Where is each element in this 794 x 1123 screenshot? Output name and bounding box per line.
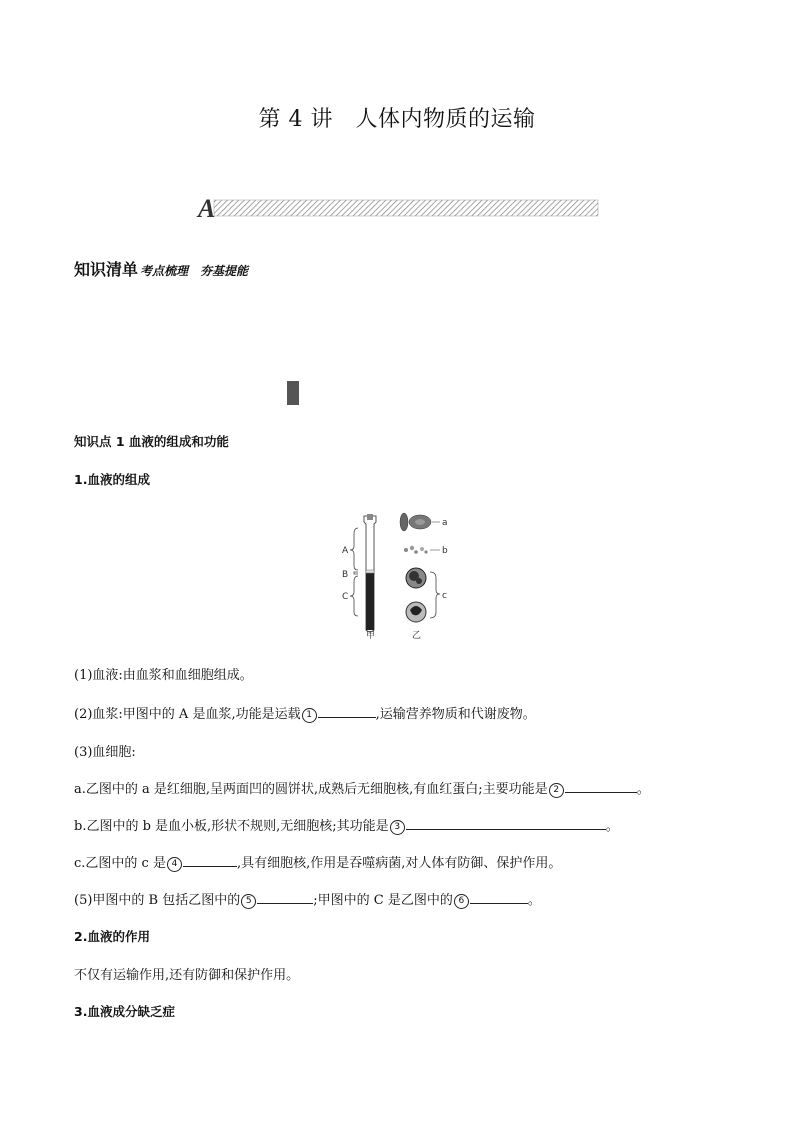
paragraph-white-cells — [74, 852, 561, 872]
red-cells-text-before: a.乙图中的 a 是红细胞,呈两面凹的圆饼状,成熟后无细胞核,有血红蛋白;主要功能是 — [74, 782, 548, 797]
knowledge-point-1: 知识点 1 血液的组成和功能 — [74, 434, 229, 449]
relation-text-mid: ;甲图中的 C 是乙图中的 — [313, 893, 453, 908]
paragraph-plasma — [74, 703, 536, 723]
platelets-text-before: b.乙图中的 b 是血小板,形状不规则,无细胞核;其功能是 — [74, 819, 389, 834]
blank-6[interactable] — [470, 889, 528, 904]
label-a: a — [442, 518, 448, 528]
red-cells-text-after: 。 — [636, 782, 650, 797]
heading-blood-function: 2.血液的作用 — [74, 929, 150, 944]
blank-number-1: 1 — [302, 708, 317, 723]
caption-jia: 甲 — [366, 631, 376, 641]
heading-blood-composition: 1.血液的组成 — [74, 472, 150, 487]
blank-number-6: 6 — [454, 894, 469, 909]
label-A: A — [342, 546, 349, 556]
blank-5[interactable] — [257, 889, 313, 904]
paragraph-blood: (1)血液:由血浆和血细胞组成。 — [74, 668, 253, 683]
blank-number-5: 5 — [241, 894, 256, 909]
white-cells-text-before: c.乙图中的 c 是 — [74, 856, 166, 871]
blank-number-3: 3 — [390, 820, 405, 835]
section-header-sub: 考点梳理 夯基提能 — [140, 264, 249, 278]
relation-text-before: (5)甲图中的 B 包括乙图中的 — [74, 893, 241, 908]
blank-number-4: 4 — [167, 857, 182, 872]
caption-yi: 乙 — [412, 631, 422, 641]
section-header — [74, 257, 248, 280]
blank-2[interactable] — [565, 778, 637, 793]
paragraph-platelets — [74, 815, 619, 835]
paragraph-blood-cells: (3)血细胞: — [74, 745, 136, 760]
section-banner — [196, 197, 600, 219]
blank-3[interactable] — [406, 815, 606, 830]
blank-number-2: 2 — [549, 783, 564, 798]
plasma-text-after: ,运输营养物质和代谢废物。 — [375, 707, 536, 722]
white-cells-text-after: ,具有细胞核,作用是吞噬病菌,对人体有防御、保护作用。 — [236, 856, 562, 871]
plasma-text-before: (2)血浆:甲图中的 A 是血浆,功能是运载 — [74, 707, 301, 722]
blank-1[interactable] — [318, 703, 376, 718]
blood-figure — [330, 506, 460, 642]
page-title: 第 4 讲 人体内物质的运输 — [258, 107, 536, 132]
section-header-main: 知识清单 — [74, 260, 139, 279]
platelets-text-after: 。 — [605, 819, 619, 834]
paragraph-figure-relation — [74, 889, 541, 909]
relation-text-after: 。 — [527, 893, 541, 908]
paragraph-blood-function: 不仅有运输作用,还有防御和保护作用。 — [74, 968, 300, 983]
label-B: B — [342, 570, 349, 580]
label-b: b — [442, 546, 448, 556]
blank-4[interactable] — [183, 852, 237, 867]
banner-letter: A — [198, 197, 216, 219]
heading-blood-deficiency: 3.血液成分缺乏症 — [74, 1004, 175, 1019]
gray-marker — [287, 381, 299, 405]
paragraph-red-cells — [74, 778, 650, 798]
label-C: C — [342, 592, 349, 602]
label-c: c — [442, 591, 447, 601]
